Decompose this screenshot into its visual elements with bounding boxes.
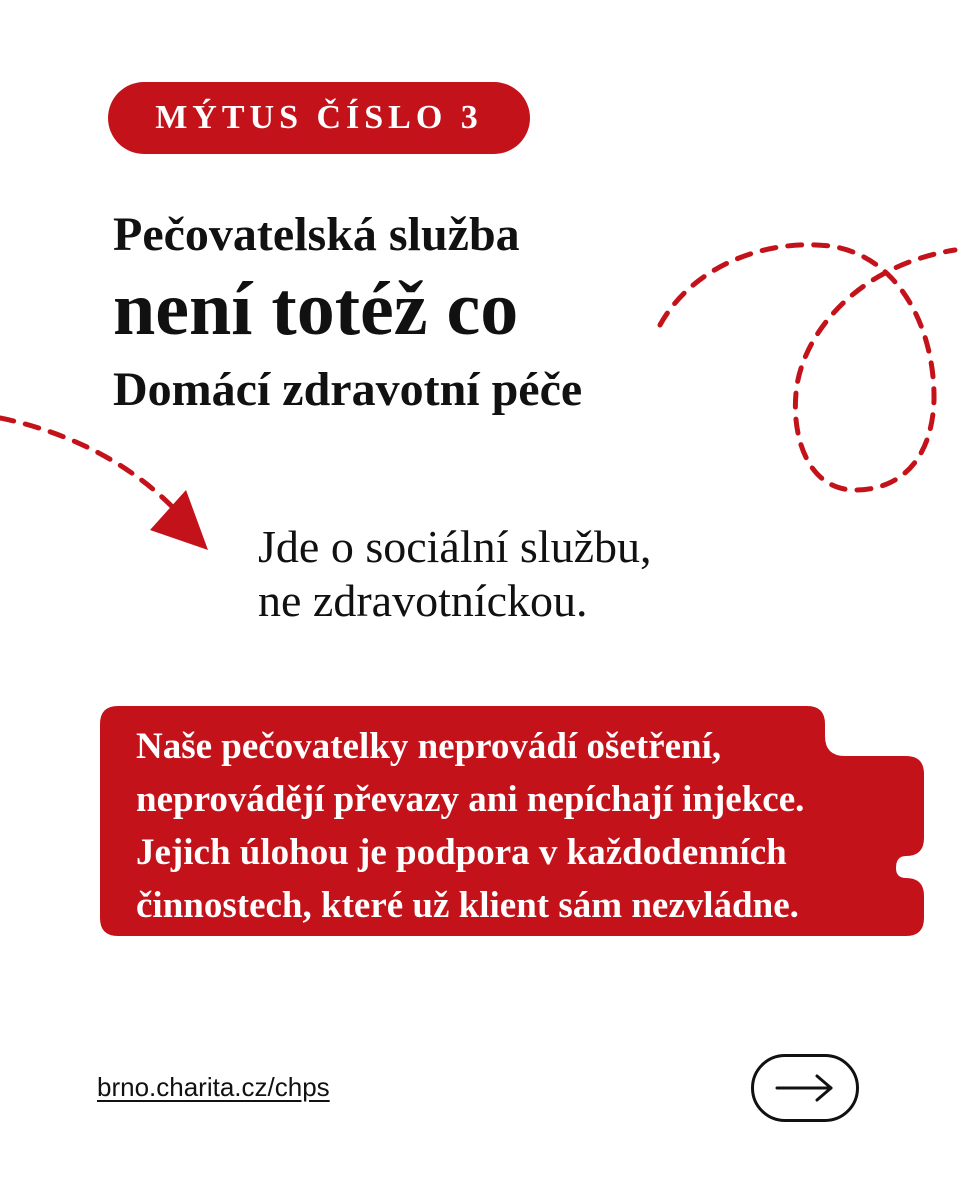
- info-line: Jejich úlohou je podpora v každodenních: [136, 832, 787, 873]
- headline-line-2: není totéž co: [113, 267, 519, 351]
- website-link[interactable]: brno.charita.cz/chps: [97, 1072, 330, 1102]
- arrow-right-icon: [773, 1073, 837, 1103]
- headline-line-3: Domácí zdravotní péče: [113, 363, 583, 416]
- arrow-head-icon: [150, 490, 208, 550]
- headline-line-1: Pečovatelská služba: [113, 208, 520, 261]
- statement-line-1: Jde o sociální službu,: [258, 521, 652, 572]
- info-line: činnostech, které už klient sám nezvládne.: [136, 885, 799, 926]
- myth-number-label: MÝTUS ČÍSLO 3: [155, 99, 483, 136]
- next-button[interactable]: [751, 1054, 859, 1122]
- info-line: neprovádějí převazy ani nepíchají injekce.: [136, 779, 805, 820]
- info-text: [136, 720, 804, 932]
- dashed-loop-decoration: [660, 245, 955, 490]
- info-box: [100, 706, 924, 936]
- statement-line-2: ne zdravotníckou.: [258, 575, 588, 626]
- info-line: Naše pečovatelky neprovádí ošetření,: [136, 726, 722, 767]
- statement: [258, 520, 652, 628]
- dashed-arrow-line: [0, 418, 180, 515]
- myth-number-badge: [108, 82, 530, 154]
